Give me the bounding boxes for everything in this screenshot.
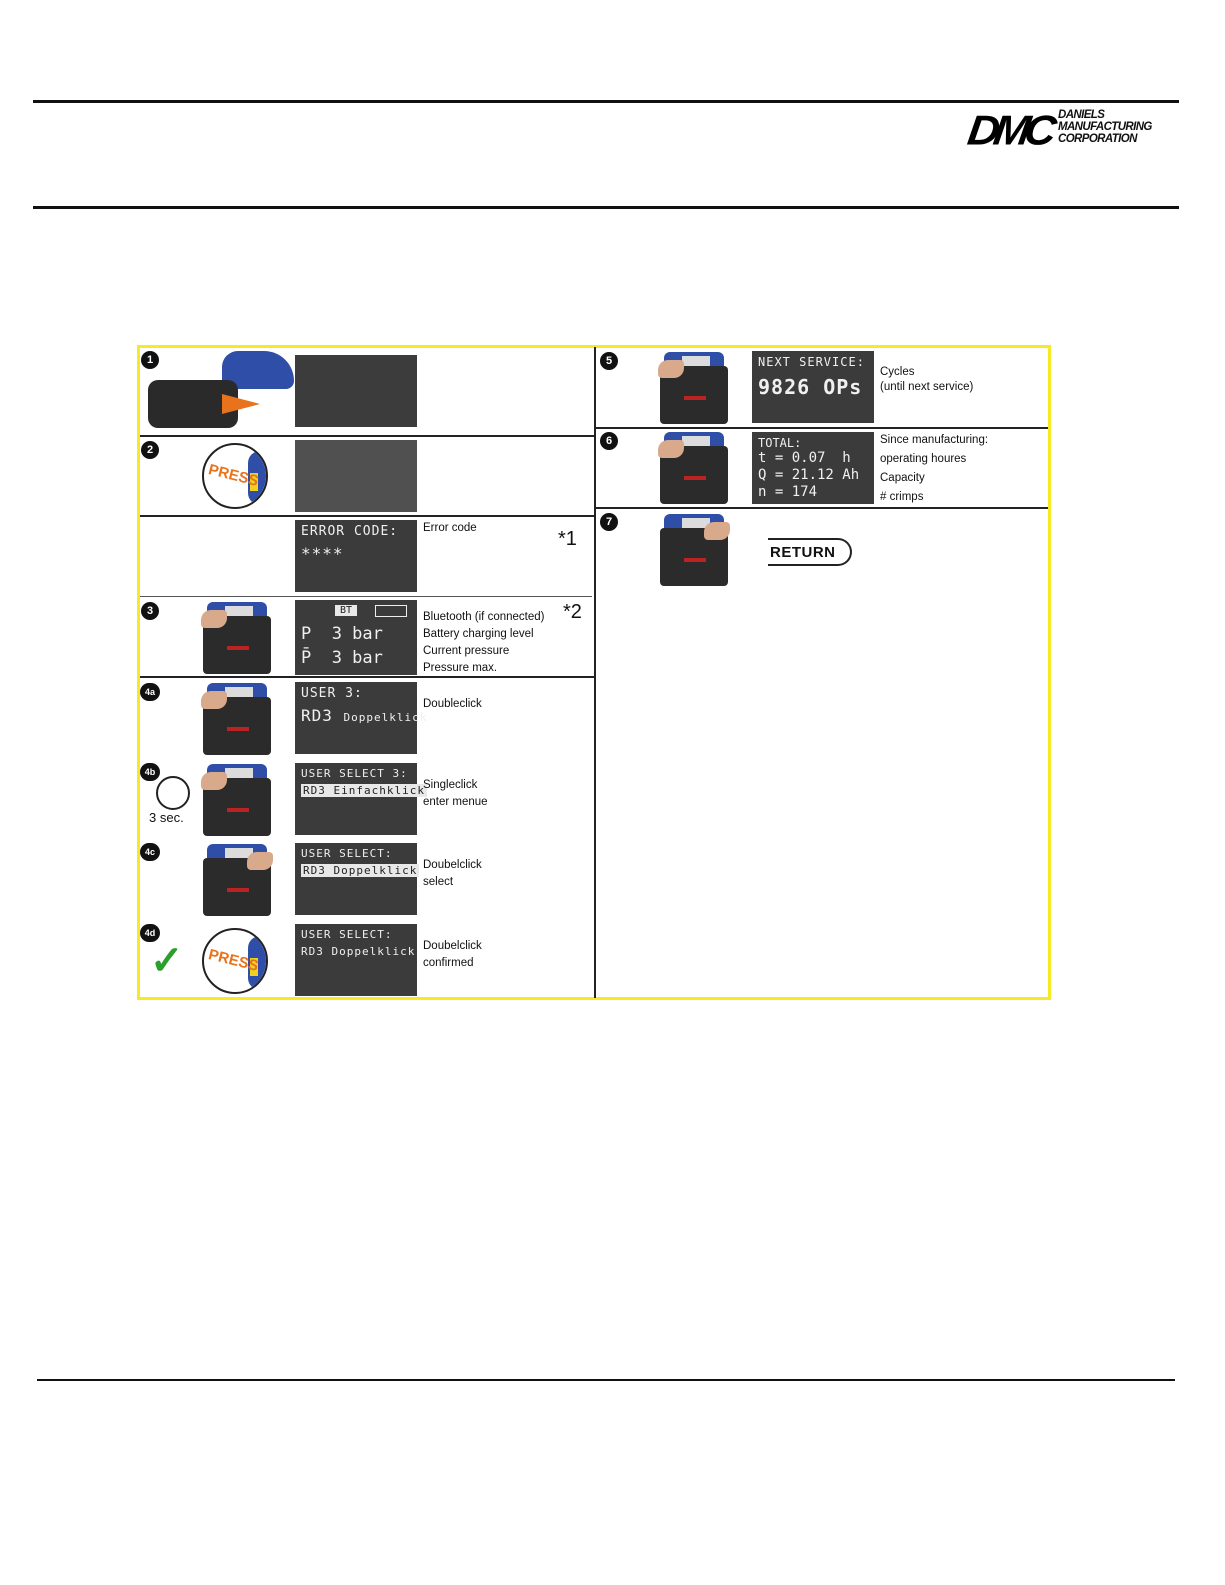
status-line2: P̄ 3 bar [301,648,383,668]
checkmark-icon: ✓ [150,939,184,983]
totals-line4: n = 174 [758,484,818,500]
step-6-number: 6 [600,432,618,450]
display-line1: USER SELECT: [301,847,393,860]
service-display [752,351,874,423]
display-line1: USER SELECT 3: [301,767,408,780]
tool-device-image [203,683,271,755]
note-1: *1 [558,528,577,550]
desc-line: Bluetooth (if connected) [423,611,545,623]
row-divider [140,596,592,597]
error-description: Error code [423,522,477,534]
step-3-number: 3 [141,602,159,620]
step-1-display [295,355,417,427]
desc-line: Battery charging level [423,628,534,640]
press-button-icon [202,928,268,994]
step-6-description [880,431,988,507]
press-button-icon [202,443,268,509]
user-profile: RD3 [301,706,333,725]
user-display-line1: USER 3: [301,686,363,701]
step-5-description [880,365,973,395]
return-label: RETURN [770,544,836,561]
timer-label: 3 sec. [149,810,184,825]
display-line2: RD3 Doppelklick [303,864,418,877]
logo-line3: CORPORATION [1058,133,1137,145]
display-line2: RD3 Einfachklick [303,784,425,797]
return-icon [768,538,852,566]
desc-line: Pressure max. [423,662,498,674]
row-divider [140,435,594,437]
error-display [295,520,417,592]
tool-device-image [660,514,728,586]
status-line1: P 3 bar [301,624,383,644]
desc-line: Since manufacturing: [880,434,989,446]
user-select-display [295,843,417,915]
totals-line3: Q = 21.12 Ah [758,467,860,483]
user-display-line2 [301,706,427,725]
desc-line: Doubelclick [423,859,482,871]
logo-mark: DMC [964,107,1054,154]
totals-line1: TOTAL: [758,436,802,450]
desc-line: (until next service) [880,381,974,393]
user-mode: Doppelklick [343,711,428,724]
desc-line: confirmed [423,957,474,969]
tool-device-image [203,844,271,916]
step-7-number: 7 [600,513,618,531]
row-divider [596,507,1048,509]
step-2-number: 2 [141,441,159,459]
desc-line: select [423,876,454,888]
tool-device-image [660,432,728,504]
stopwatch-icon [149,770,192,830]
status-display [295,600,417,675]
step-3-description [423,609,544,677]
battery-icon [375,605,407,617]
row-divider [596,427,1048,429]
step-4a-description: Doubleclick [423,698,482,710]
error-display-line1: ERROR CODE: [301,524,399,539]
step-2-display [295,440,417,512]
bt-label: BT [335,605,357,616]
desc-line: Cycles [880,366,915,378]
user-select-display [295,763,425,835]
desc-line: # crimps [880,491,924,503]
service-display-line2: 9826 OPs [758,375,863,399]
dmc-logo [962,103,1158,155]
header-bottom-rule [33,206,1179,209]
tool-device-image [203,764,271,836]
step-4a-number: 4a [140,683,160,701]
step-1-number: 1 [141,351,159,369]
step-4d-description [423,938,482,972]
desc-line: Capacity [880,472,925,484]
logo-line1: DANIELS [1058,109,1105,121]
desc-line: enter menue [423,796,488,808]
step-4b-description [423,777,488,811]
press-label: PRESS [206,461,261,490]
user-select-display [295,924,417,996]
totals-line2: t = 0.07 h [758,450,851,466]
totals-display [752,432,874,504]
note-2: *2 [563,601,582,623]
step-4c-number: 4c [140,843,160,861]
error-display-line2: **** [301,544,344,563]
service-display-line1: NEXT SERVICE: [758,355,865,369]
press-label: PRESS [206,946,261,975]
tool-device-image [203,602,271,674]
desc-line: Doubelclick [423,940,482,952]
step-5-number: 5 [600,352,618,370]
footer-rule [37,1379,1175,1381]
insert-arrow-icon [222,394,260,414]
display-line2: RD3 Doppelklick [301,945,416,958]
user-display [295,682,428,754]
desc-line: operating houres [880,453,967,465]
column-divider [594,347,596,998]
desc-line: Singleclick [423,779,478,791]
tool-device-image [660,352,728,424]
row-divider [140,515,594,517]
step-4d-number: 4d [140,924,160,942]
desc-line: Current pressure [423,645,510,657]
step-4b-number: 4b [140,763,160,781]
display-line1: USER SELECT: [301,928,393,941]
logo-words [1058,109,1152,145]
step-4c-description [423,857,482,891]
logo-line2: MANUFACTURING [1058,121,1152,133]
